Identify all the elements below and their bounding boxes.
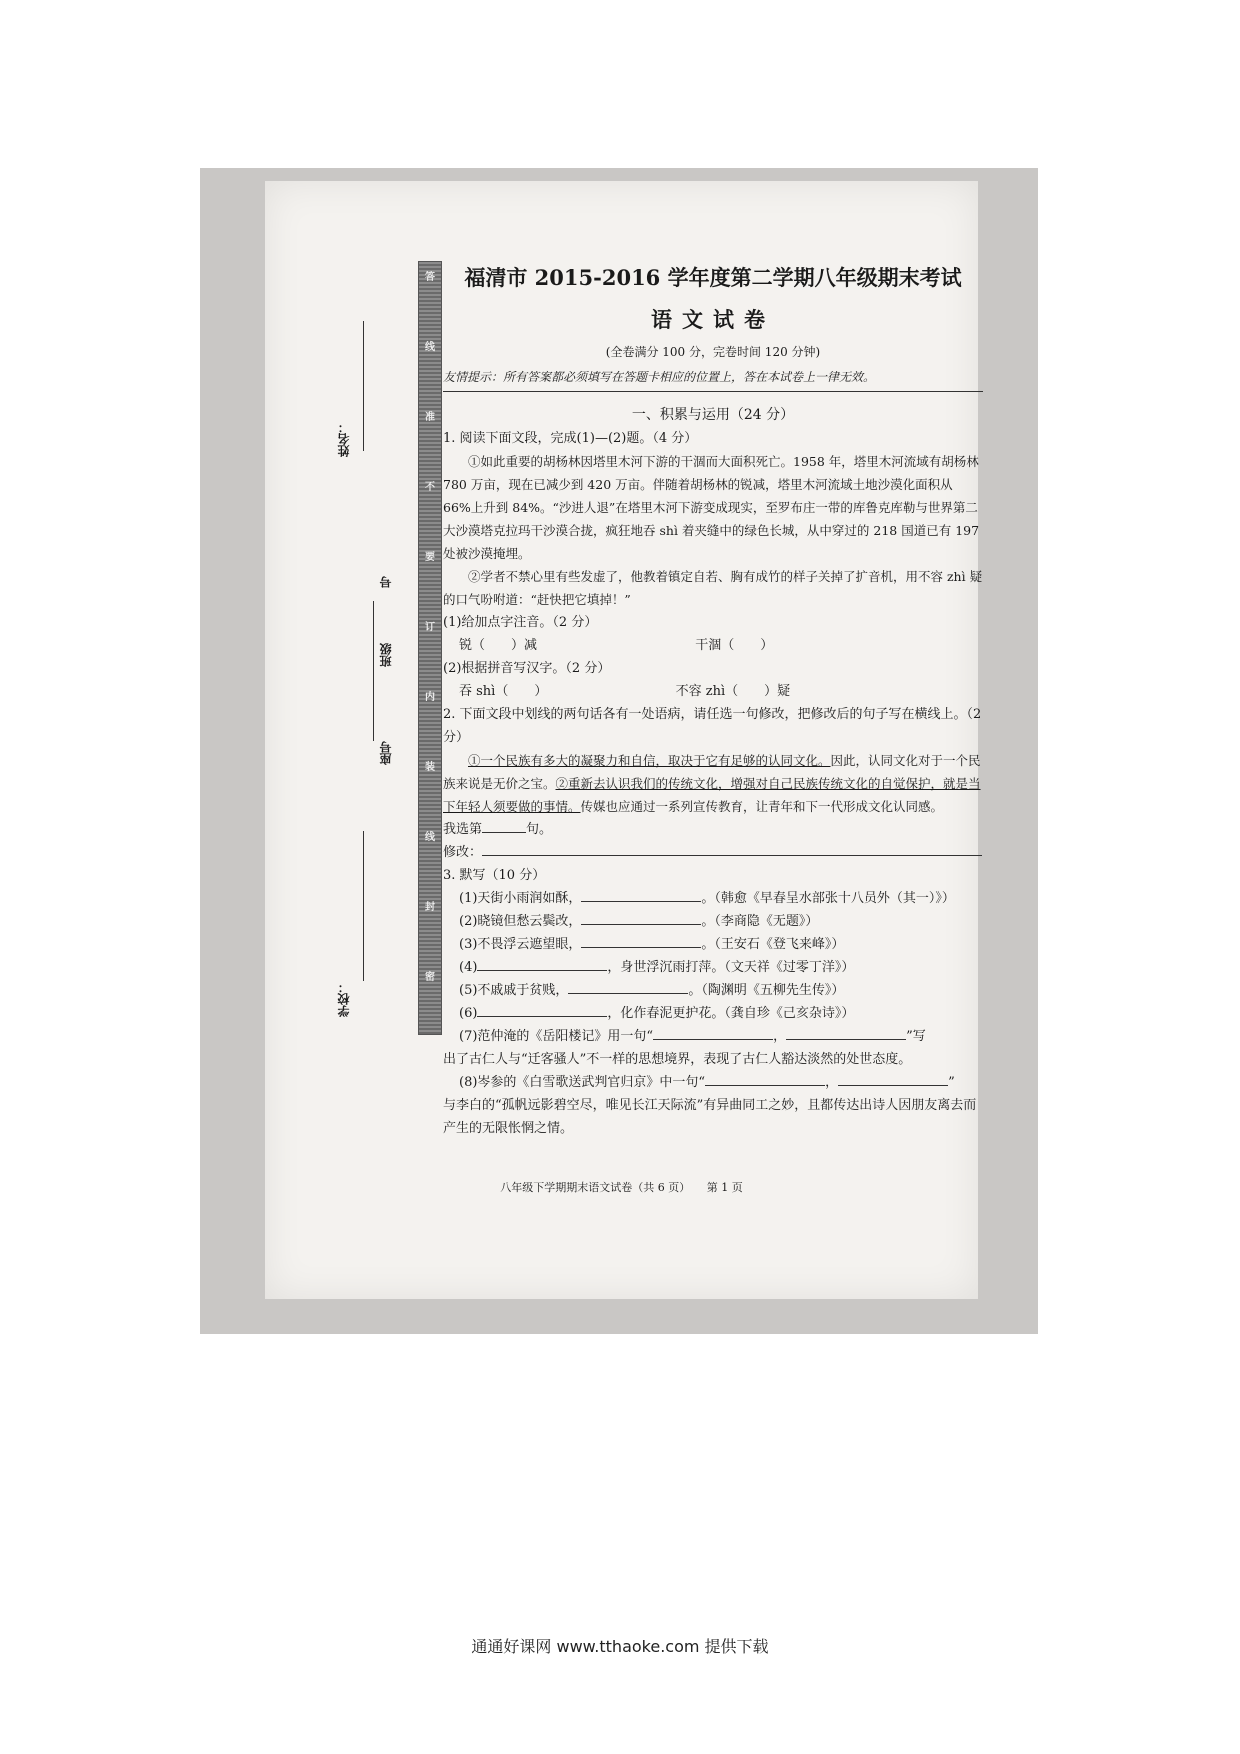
seal-char: 要 (425, 552, 435, 563)
school-label: 学校： (337, 981, 351, 1017)
choose-label: 我选第 (443, 822, 483, 837)
recite-line-7: (7)范仲淹的《岳阳楼记》用一句“ ， ”写 (459, 1029, 926, 1044)
name-line (363, 321, 364, 451)
answer-item: 干涸（ ） (695, 638, 774, 653)
answer-blank[interactable] (581, 924, 701, 925)
seal-char: 答 (425, 272, 435, 283)
answer-blank[interactable] (705, 1085, 825, 1086)
answer-blank[interactable] (482, 855, 982, 856)
choose-end: 句。 (526, 822, 553, 837)
binding-strip (418, 261, 442, 1035)
recite-line-8: (8)岑参的《白雪歌送武判官归京》中一句“ ， ” (459, 1075, 955, 1090)
answer-blank[interactable] (477, 970, 607, 971)
recite-line-8-cont: 与李白的“孤帆远影碧空尽，唯见长江天际流”有异曲同工之妙，且都传达出诗人因朋友离去而产生的无限怅惘之情。 (443, 1098, 977, 1136)
seal-char: 准 (425, 412, 435, 423)
seal-char: 线 (425, 342, 435, 353)
seal-char: 封 (425, 902, 435, 913)
question-1-stem: 1. 阅读下面文段，完成(1)—(2)题。（4 分） (443, 431, 698, 446)
answer-blank[interactable] (581, 901, 701, 902)
answer-blank[interactable] (477, 1016, 607, 1017)
recite-line: (3)不畏浮云遮望眼， 。（王安石《登飞来峰》） (459, 937, 845, 952)
question-1-passage-1: ①如此重要的胡杨林因塔里木河下游的干涸而大面积死亡。1958 年，塔里木河流域有胡杨林 780 万亩，现在已减少到 420 万亩。伴随着胡杨林的锐减，塔里木河流域土地沙漠化面积从 66%上升到 84%。“沙进人退”在塔里木河下游变成现实，至罗布庄一带的库鲁克库勒与世界第二大沙漠塔克拉玛干沙漠合拢，疯狂地吞 shì 着夹缝中的绿色长城，从中穿过的 218 国道已有 197 处被沙漠掩埋。 (443, 454, 980, 561)
choose-line (443, 818, 983, 841)
seal-char: 装 (425, 762, 435, 773)
exam-title: 福清市 2015-2016 学年度第二学期八年级期末考试 (464, 265, 962, 290)
answer-blank[interactable] (581, 947, 701, 948)
question-1-sub-2: (2)根据拼音写汉字。（2 分） (443, 661, 611, 676)
page-footer: 八年级下学期期末语文试卷（共 6 页） 第 1 页 (500, 1181, 743, 1194)
question-2-passage (443, 749, 983, 818)
recite-line-7-cont: 出了古仁人与“迁客骚人”不一样的思想境界，表现了古仁人豁达淡然的处世态度。 (443, 1052, 912, 1067)
passage-text: 传媒也应通过一系列宣传教育，让青年和下一代形成文化认同感。 (580, 799, 944, 814)
answer-blank[interactable] (482, 832, 526, 833)
flawed-sentence-1: ①一个民族有多大的凝聚力和自信，取决于它有足够的认同文化。 (468, 753, 831, 768)
question-1-sub-2-items (443, 680, 983, 703)
scanned-page (200, 168, 1038, 1334)
answer-blank[interactable] (786, 1039, 906, 1040)
question-2-stem: 2. 下面文段中划线的两句话各有一处语病，请任选一句修改，把修改后的句子写在横线上。（2 分） (443, 707, 982, 745)
seal-char: 内 (425, 692, 435, 703)
download-watermark: 通通好课网 www.tthaoke.com 提供下载 (471, 1637, 769, 1656)
question-1-passage-2: ②学者不禁心里有些发虚了，他教着镇定自若、胸有成竹的样子关掉了扩音机，用不容 zhì 疑的口气吩咐道：“赶快把它填掉！” (443, 569, 983, 607)
exam-tip: 友情提示：所有答案都必须填写在答题卡相应的位置上，答在本试卷上一律无效。 (443, 366, 983, 392)
exam-paper (265, 181, 983, 1299)
fix-line (443, 841, 983, 864)
recite-line: (5)不戚戚于贫贱， 。（陶渊明《五柳先生传》） (459, 983, 845, 998)
answer-item: 锐（ ）减 (459, 638, 538, 653)
passage-text: 因此，认同文化对于一个民族来说是无价之宝。 (443, 753, 981, 791)
exam-content (443, 253, 983, 1140)
fix-label: 修改： (443, 845, 483, 860)
section-heading: 一、积累与运用（24 分） (631, 407, 795, 423)
seal-char: 不 (425, 482, 435, 493)
number-label: 号 (379, 576, 393, 588)
seal-char: 线 (425, 832, 435, 843)
flawed-sentence-2: ②重新去认识我们的传统文化，增强对自己民族传统文化的自觉保护，就是当下年轻人须要做的事情。 (443, 776, 981, 814)
question-3-stem: 3. 默写（10 分） (443, 868, 546, 883)
recite-line: (6) ，化作春泥更护花。（龚自珍《己亥杂诗》） (459, 1006, 855, 1021)
answer-blank[interactable] (568, 993, 688, 994)
recite-line: (1)天街小雨润如酥， 。（韩愈《早春呈水部张十八员外（其一）》） (459, 891, 955, 906)
exam-subtitle: 语文试卷 (651, 307, 775, 332)
seal-char: 订 (425, 622, 435, 633)
seal-char: 密 (425, 972, 435, 983)
answer-item: 吞 shì（ ） (459, 684, 548, 699)
class-label: 班级 (379, 643, 393, 667)
school-line (363, 831, 364, 981)
question-1-sub-1: (1)给加点字注音。（2 分） (443, 615, 598, 630)
exam-meta: (全卷满分 100 分，完卷时间 120 分钟) (605, 345, 821, 359)
question-1-sub-1-items (443, 634, 983, 657)
class-line (373, 601, 374, 741)
seat-label: 座号 (379, 741, 393, 765)
recite-line: (2)晓镜但愁云鬓改， 。（李商隐《无题》） (459, 914, 819, 929)
answer-blank[interactable] (838, 1085, 948, 1086)
name-label: 姓名： (337, 421, 351, 457)
answer-blank[interactable] (653, 1039, 773, 1040)
answer-item: 不容 zhì（ ）疑 (675, 684, 791, 699)
recite-line: (4) ，身世浮沉雨打萍。（文天祥《过零丁洋》） (459, 960, 855, 975)
